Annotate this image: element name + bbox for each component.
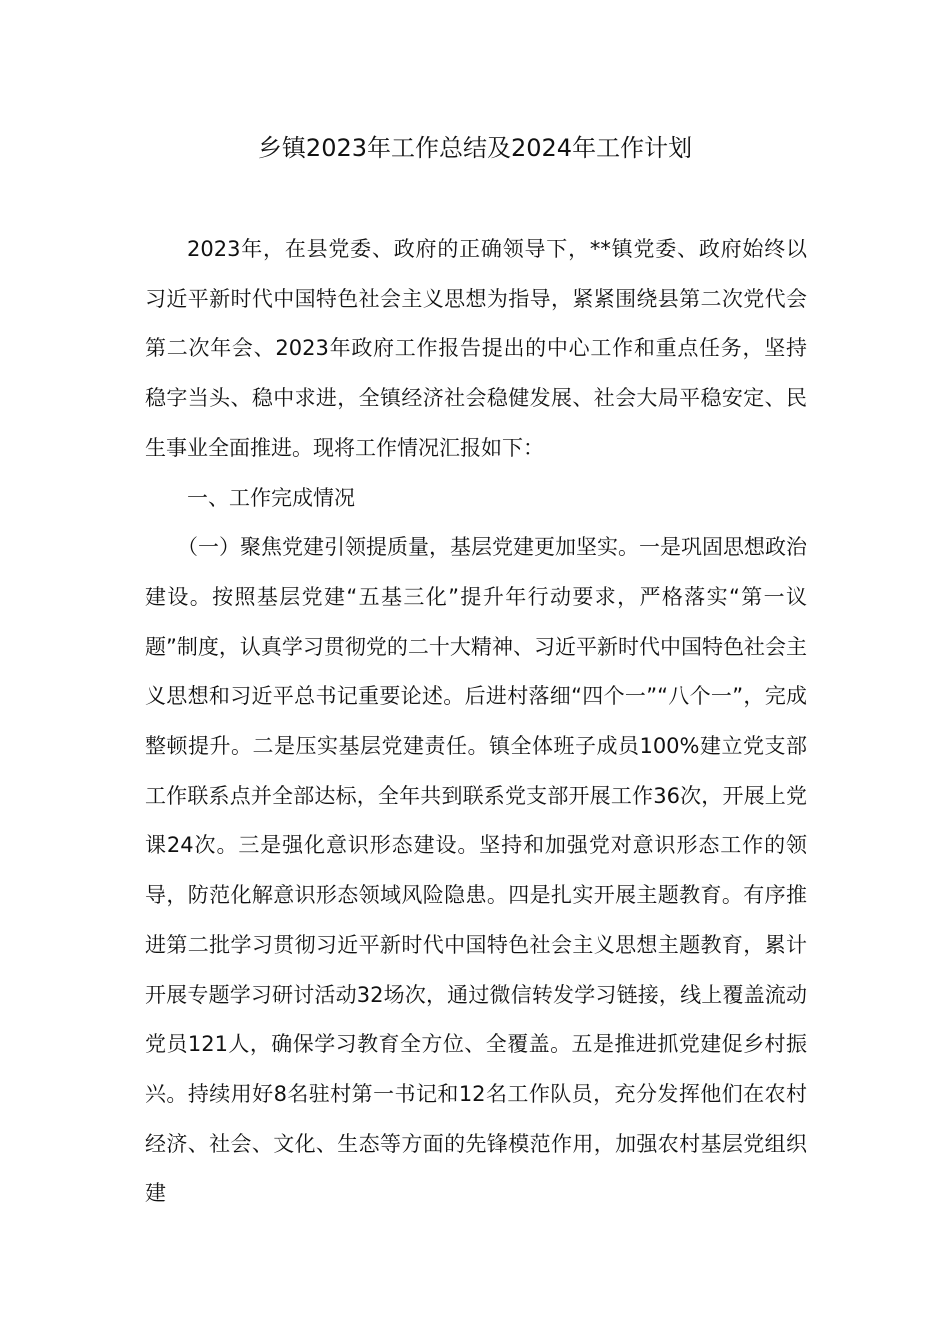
document-body [145, 225, 807, 1219]
party-building-paragraph: （一）聚焦党建引领提质量，基层党建更加坚实。一是巩固思想政治建设。按照基层党建“五基三化”提升年行动要求，严格落实“第一议题”制度，认真学习贯彻党的二十大精神、习近平新时代中国特色社会主义思想和习近平总书记重要论述。后进村落细“四个一”“八个一”，完成整顿提升。二是压实基层党建责任。镇全体班子成员100%建立党支部工作联系点并全部达标，全年共到联系党支部开展工作36次，开展上党课24次。三是强化意识形态建设。坚持和加强党对意识形态工作的领导，防范化解意识形态领域风险隐患。四是扎实开展主题教育。有序推进第二批学习贯彻习近平新时代中国特色社会主义思想主题教育，累计开展专题学习研讨活动32场次，通过微信转发学习链接，线上覆盖流动党员121人，确保学习教育全方位、全覆盖。五是推进抓党建促乡村振兴。持续用好8名驻村第一书记和12名工作队员，充分发挥他们在农村经济、社会、文化、生态等方面的先锋模范作用，加强农村基层党组织建 [145, 535, 807, 1206]
document-title: 乡镇2023年工作总结及2024年工作计划 [257, 134, 693, 162]
intro-paragraph: 2023年，在县党委、政府的正确领导下，**镇党委、政府始终以习近平新时代中国特色社会主义思想为指导，紧紧围绕县第二次党代会第二次年会、2023年政府工作报告提出的中心工作和重点任务，坚持稳字当头、稳中求进，全镇经济社会稳健发展、社会大局平稳安定、民生事业全面推进。现将工作情况汇报如下： [145, 237, 807, 460]
section-heading: 一、工作完成情况 [187, 485, 355, 510]
